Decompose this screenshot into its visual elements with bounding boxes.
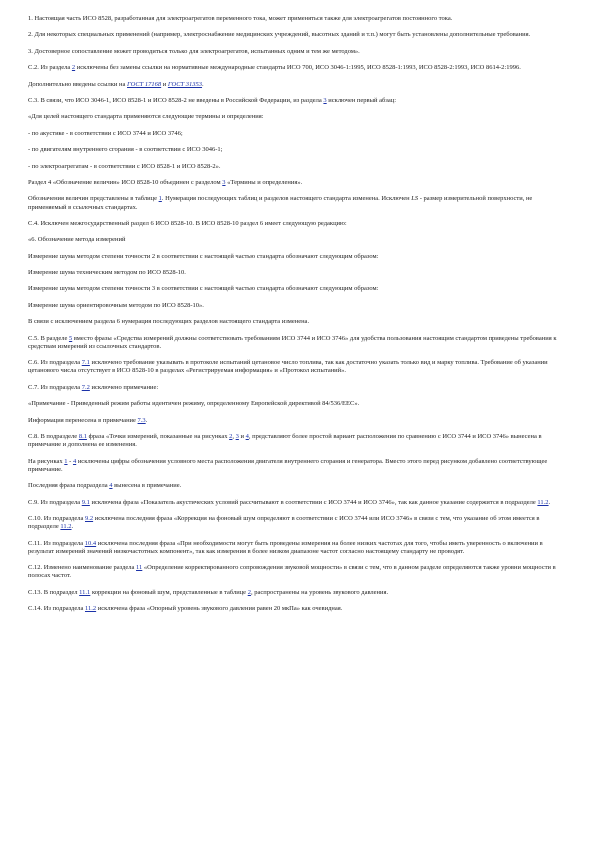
- paragraph-note-3: [28, 48, 570, 56]
- paragraph-c2-add: [28, 81, 570, 89]
- paragraph-text: На рисунках: [28, 457, 65, 465]
- paragraph-text: «6. Обозначение метода измерений: [28, 236, 126, 244]
- paragraph-text: «Для целей настоящего стандарта применяются следующие термины и определения:: [28, 113, 264, 121]
- paragraph-text: исключены без замены ссылки на нормативные международные стандарты ИСО 700, ИСО 3046-1:1995, ИСО 8528-1:1993, ИСО 8528-2:1993, ИСО 8614-2:1996.: [75, 64, 521, 72]
- paragraph-text: С.6. Из подраздела: [28, 359, 82, 367]
- paragraph-text: исключена фраза «Опорный уровень звукового давления равен 20 мкПа» как очевидная.: [96, 605, 343, 613]
- paragraph-text: .: [145, 416, 148, 424]
- reference-link[interactable]: 11.2: [60, 523, 72, 531]
- paragraph-text: Измерение шума методом степени точности 2 в соответствии с настоящей частью стандарта обозначают следующим образом:: [28, 252, 379, 260]
- paragraph-c3: [28, 97, 570, 105]
- paragraph-text: С.2. Из раздела: [28, 64, 72, 72]
- reference-link[interactable]: 4: [109, 482, 113, 490]
- paragraph-text: С.14. Из подраздела: [28, 605, 85, 613]
- paragraph-c10: [28, 515, 570, 531]
- reference-link[interactable]: 2: [229, 432, 233, 440]
- paragraph-c13: [28, 589, 570, 597]
- paragraph-text: , представляют более простой вариант расположения по сравнению с ИСО 3744 и ИСО 3746» вынесена в примечание и дополнена ее изменения.: [28, 432, 542, 449]
- paragraph-text: и: [238, 432, 246, 440]
- reference-link[interactable]: 11.2: [84, 605, 97, 613]
- reference-link[interactable]: 5: [68, 334, 73, 342]
- paragraph-text: С.13. В подраздел: [28, 588, 80, 596]
- paragraph-text: ,: [232, 432, 236, 440]
- reference-link[interactable]: 7.2: [81, 383, 90, 391]
- paragraph-note-2: [28, 31, 570, 39]
- paragraph-c4-p4: [28, 302, 570, 310]
- reference-link[interactable]: 11.2: [537, 498, 549, 506]
- paragraph-text: Раздел 4 «Обозначение величин» ИСО 8528-10 объединен с разделом: [28, 178, 223, 186]
- paragraph-c7: [28, 384, 570, 392]
- paragraph-c5: [28, 335, 570, 351]
- paragraph-text: LS: [411, 195, 419, 203]
- reference-link[interactable]: 2: [71, 64, 76, 72]
- reference-link[interactable]: ГОСТ 17168: [127, 80, 162, 88]
- reference-link[interactable]: 9.2: [84, 514, 94, 522]
- paragraph-c6: [28, 359, 570, 375]
- paragraph-text: - размер измерительной поверхности, не применяемый в ссылочных стандартах.: [28, 195, 533, 211]
- paragraph-c3-sec4: [28, 179, 570, 187]
- paragraph-c3-quote: [28, 113, 570, 121]
- paragraph-text: Последняя фраза подраздела: [28, 482, 110, 490]
- paragraph-c11: [28, 540, 570, 556]
- paragraph-text: Измерение шума техническим методом по ИСО 8528-10.: [28, 269, 186, 277]
- paragraph-text: - по электроагрегатам - в соответствии с ИСО 8528-1 и ИСО 8528-2».: [28, 162, 221, 170]
- paragraph-text: вместо фразы «Средства измерений должны соответствовать требованиям ИСО 3744 и ИСО 3746» для удобства пользования настоящим стандартом приведены требования к средствам измерений из ссылочных стандартов.: [28, 334, 557, 350]
- paragraph-text: .: [548, 498, 551, 506]
- reference-link[interactable]: 4: [245, 432, 249, 440]
- paragraph-text: «Примечание - Приведенный режим работы идентичен режиму, определенному Европейской директивой 84/536/EEC».: [28, 400, 360, 408]
- paragraph-text: С.4. Исключен межгосударственный раздел 6 ИСО 8528-10. В ИСО 8528-10 раздел 6 имеет следующую редакцию:: [28, 219, 347, 227]
- paragraph-text: С.11. Из подраздела: [28, 539, 85, 547]
- paragraph-text: фраза «Точки измерений, показанные на рисунках: [86, 432, 230, 440]
- reference-link[interactable]: 11.1: [79, 588, 91, 596]
- paragraph-text: - по акустике - в соответствии с ИСО 3744 и ИСО 3746;: [28, 129, 183, 137]
- paragraph-c3-table: [28, 195, 570, 211]
- paragraph-text: «Определение корректированного сопровождения звуковой мощности» в связи с тем, что в данном разделе определяются также уровни мощности в полосах частот.: [28, 564, 556, 580]
- paragraph-text: Обозначения величин представлены в таблице: [28, 195, 159, 203]
- paragraph-c8-last: [28, 482, 570, 490]
- reference-link[interactable]: 7.3: [137, 416, 146, 424]
- document-body: [28, 15, 570, 622]
- reference-link[interactable]: 1: [64, 457, 68, 465]
- reference-link[interactable]: 11: [136, 564, 143, 572]
- paragraph-text: Дополнительно введены ссылки на: [28, 80, 128, 88]
- paragraph-c2: [28, 64, 570, 72]
- paragraph-text: С.3. В связи, что ИСО 3046-1, ИСО 8528-1 и ИСО 8528-2 не введены в Российской Федерации, из раздела: [28, 96, 324, 104]
- paragraph-text: 1. Настоящая часть ИСО 8528, разработанная для электроагрегатов переменного тока, может применяться также для электроагрегатов постоянного тока.: [28, 15, 453, 22]
- paragraph-text: исключено примечание:: [89, 383, 159, 391]
- paragraph-c12: [28, 564, 570, 580]
- reference-link[interactable]: 3: [235, 432, 239, 440]
- paragraph-text: , распространены на уровень звукового давления.: [250, 588, 389, 596]
- paragraph-text: С.5. В разделе: [28, 334, 69, 342]
- paragraph-text: исключена последняя фраза «Коррекция на фоновый шум определяют в соответствии с ИСО 3744 или ИСО 3746» в связи с тем, что указание об этом имеется в подразделе: [28, 514, 540, 531]
- paragraph-text: . Нумерация последующих таблиц и разделов настоящего стандарта изменена. Исключен: [161, 195, 412, 203]
- paragraph-c8-fig: [28, 458, 570, 474]
- paragraph-c4-p3: [28, 285, 570, 293]
- paragraph-text: исключено требование указывать в протоколе испытаний цетановое число топлива, так как достаточно указать только вид и марку топлива. Требование об указании цетанового числа отсутствует в ИСО 8528-10 в разделах «Регистрируемая информация» и «Протокол испытаний».: [28, 359, 548, 375]
- paragraph-text: Измерение шума методом степени точности 3 в соответствии с настоящей частью стандарта обозначают следующим образом:: [28, 285, 379, 293]
- paragraph-c7-quote: [28, 400, 570, 408]
- reference-link[interactable]: 7.1: [81, 359, 90, 367]
- reference-link[interactable]: 9.1: [81, 498, 90, 506]
- paragraph-c3-li-1: [28, 130, 570, 138]
- paragraph-c4-p1: [28, 253, 570, 261]
- paragraph-c14: [28, 605, 570, 613]
- paragraph-text: .: [202, 80, 204, 88]
- paragraph-text: С.10. Из подраздела: [28, 514, 85, 522]
- reference-link[interactable]: 3: [323, 96, 327, 104]
- paragraph-c4-p5: [28, 318, 570, 326]
- paragraph-c7-info: [28, 417, 570, 425]
- paragraph-text: Измерение шума ориентировочным методом по ИСО 8528-10».: [28, 301, 204, 309]
- paragraph-text: исключена фраза «Показатель акустических условий рассчитывают в соответствии с ИСО 3744 и ИСО 3746», так как данное указание содержится в подразделе: [89, 498, 538, 506]
- paragraph-c4-quote: [28, 236, 570, 244]
- paragraph-text: вынесена в примечание.: [112, 482, 182, 490]
- paragraph-text: С.7. Из подраздела: [28, 383, 82, 391]
- paragraph-text: исключены цифры обозначения условного места расположения двигателя внутреннего сгорания и генератора. Вместо этого перед рисунком добавлено соответствующее примечание.: [28, 457, 548, 473]
- paragraph-c4-p2: [28, 269, 570, 277]
- paragraph-text: С.9. Из подраздела: [28, 498, 82, 506]
- paragraph-text: - по двигателям внутреннего сгорания - в соответствии с ИСО 3046-1;: [28, 146, 223, 154]
- paragraph-c8: [28, 433, 570, 449]
- reference-link[interactable]: 2: [247, 588, 251, 596]
- reference-link[interactable]: ГОСТ 31353: [167, 80, 203, 88]
- reference-link[interactable]: 3: [222, 178, 226, 186]
- paragraph-c9: [28, 499, 570, 507]
- paragraph-text: .: [71, 523, 74, 531]
- reference-link[interactable]: 1: [158, 195, 162, 203]
- reference-link[interactable]: 4: [72, 457, 77, 465]
- paragraph-text: -: [67, 457, 73, 465]
- paragraph-c3-li-3: [28, 163, 570, 171]
- paragraph-note-1: [28, 15, 570, 23]
- reference-link[interactable]: 8.1: [78, 432, 87, 440]
- paragraph-c3-li-2: [28, 146, 570, 154]
- paragraph-text: С.8. В подразделе: [28, 432, 79, 440]
- paragraph-text: и: [161, 80, 168, 88]
- paragraph-text: В связи с исключением раздела 6 нумерация последующих разделов настоящего стандарта изменена.: [28, 318, 310, 326]
- paragraph-text: С.12. Изменено наименование раздела: [28, 564, 137, 572]
- paragraph-c4: [28, 220, 570, 228]
- paragraph-text: исключена последняя фраза «При необходимости могут быть проведены измерения на более низких частотах для того, чтобы иметь уверенность о включении в результат измерений значений низкочастотных компонент», так как измерения в более низком диапазоне частот согласно настоящему стандарту не проводят.: [28, 539, 543, 555]
- paragraph-text: исключен первый абзац:: [326, 96, 397, 104]
- paragraph-text: Информация перенесена в примечание: [28, 416, 138, 424]
- paragraph-text: 3. Достоверное сопоставление может проводиться только для электроагрегатов, испытанных одним и тем же методом».: [28, 47, 360, 55]
- paragraph-text: 2. Для некоторых специальных применений (например, электроснабжение медицинских учреждений, высотных зданий и т.п.) могут быть установлены дополнительные требования.: [28, 31, 531, 39]
- reference-link[interactable]: 10.4: [84, 539, 97, 547]
- paragraph-text: «Термины и определения».: [225, 178, 303, 186]
- paragraph-text: коррекции на фоновый шум, представленные в таблице: [90, 588, 248, 596]
